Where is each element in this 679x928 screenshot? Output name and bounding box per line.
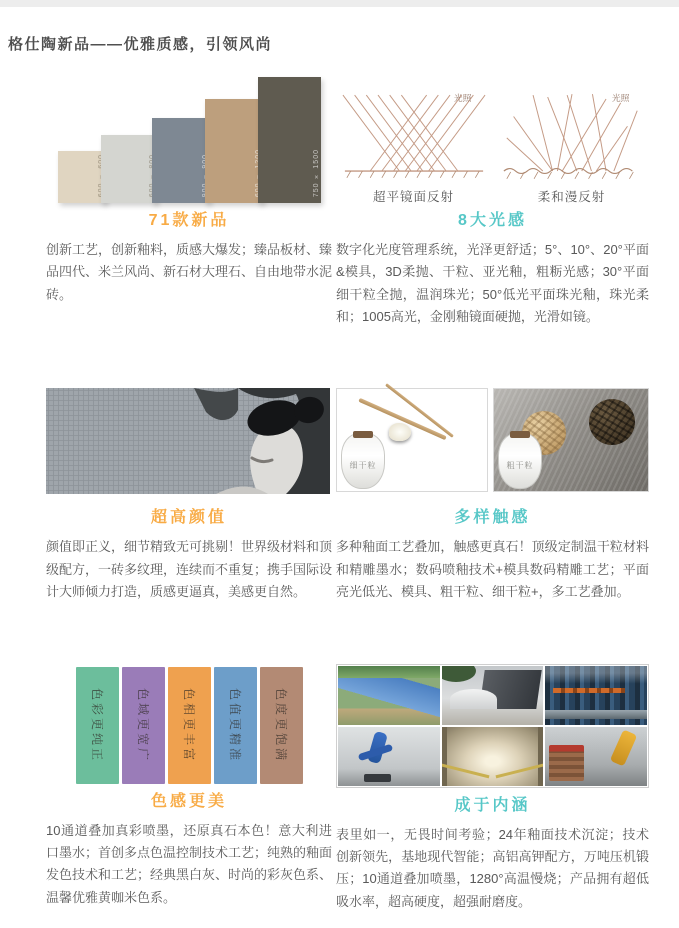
tile-size-label: 750 × 1500 xyxy=(312,148,320,197)
corridor-rail xyxy=(495,761,543,779)
racking-orange-row xyxy=(553,688,624,693)
texture-photos xyxy=(336,388,649,500)
factory-collage xyxy=(336,664,649,788)
section-heading: 71款新品 xyxy=(148,212,230,229)
jar-lid-icon xyxy=(510,431,530,438)
top-divider xyxy=(0,0,679,7)
section-body: 10通道叠加真彩喷墨，还原真石本色！意大利进口墨水；首创多点色温控制技术工艺；纯熟的釉面发色技术和工艺；经典黑白灰、时尚的彩灰色系、温馨优雅黄咖米色系。 xyxy=(46,822,333,905)
color-bar xyxy=(122,667,165,784)
color-bar xyxy=(260,667,303,784)
section-body: 表里如一，无畏时间考验；24年釉面技术沉淀；技术创新领先，基地现代智能；高铝高钾配方，万吨压机锻压；10通道叠加喷墨，1280°高温慢烧；产品拥有超低吸水率，超高硬度，超强耐磨度。 xyxy=(336,826,649,909)
brick-stack-shape xyxy=(549,745,584,780)
section-touch xyxy=(336,388,649,603)
mirror-reflection-icon xyxy=(341,89,487,181)
yellow-robot-photo xyxy=(545,727,647,786)
diffuse-reflection-icon xyxy=(499,89,645,181)
tile-sample xyxy=(205,99,263,203)
rattan-ball-dark xyxy=(589,399,635,445)
tile-sample xyxy=(258,77,321,203)
portrait-photo xyxy=(46,388,332,500)
tile-sample xyxy=(58,151,106,203)
page-title: 格仕陶新品——优雅质感，引领风尚 xyxy=(8,36,273,53)
woman-sunglasses-image xyxy=(46,388,330,494)
corridor-rail xyxy=(442,761,490,779)
section-appearance xyxy=(46,388,332,603)
kiln-corridor-photo xyxy=(442,727,544,786)
factory-building-photo xyxy=(442,666,544,725)
color-bar xyxy=(168,667,211,784)
color-bars-graphic xyxy=(46,664,332,784)
warehouse-racking-photo xyxy=(545,666,647,725)
diffuse-reflection-diagram xyxy=(499,89,645,203)
section-substance xyxy=(336,664,649,913)
dried-flower xyxy=(389,423,411,441)
tile-sample xyxy=(101,135,157,203)
section-heading: 8大光感 xyxy=(458,212,527,229)
fine-grain-jar xyxy=(341,433,385,489)
section-body: 多种釉面工艺叠加，触感更真石！顶级定制温干粒材料和精雕墨水；数码喷釉技术+模具数码精雕工艺；平面亮光低光、模具、粗干粒、细干粒+，多工艺叠加。 xyxy=(336,539,649,600)
section-heading: 多样触感 xyxy=(454,509,531,527)
section-body: 数字化光度管理系统，光泽更舒适；5°、10°、20°平面&模具，3D柔抛、干粒、亚光釉，粗粝光感；30°平面细干粒全抛，温润珠光；50°低光平面珠光釉，珠光柔和；1005高光，金刚釉镜面硬抛，光滑如镜。 xyxy=(336,242,649,325)
section-heading: 色感更美 xyxy=(150,792,227,810)
color-bar xyxy=(214,667,257,784)
color-bar-label: 色彩更纯正 xyxy=(89,687,104,763)
factory-aerial-photo xyxy=(338,666,440,725)
color-bar-label: 色相更丰富 xyxy=(181,687,196,763)
jar-label: 细干粒 xyxy=(349,460,377,470)
tile-stack-image xyxy=(46,85,332,203)
section-body: 创新工艺，创新釉料，质感大爆发；臻品板材、臻品四代、米兰风尚、新石材大理石、自由地带水泥砖。 xyxy=(46,242,333,302)
section-new-products xyxy=(46,85,332,328)
fine-grain-photo xyxy=(336,388,488,492)
diagram-caption: 超平镜面反射 xyxy=(372,190,454,204)
section-heading: 成于内涵 xyxy=(454,796,531,814)
robot-base-shape xyxy=(364,774,390,782)
section-heading: 超高颜值 xyxy=(150,509,227,527)
section-body: 颜值即正义，细节精致无可挑剔！世界级材料和顶级配方，一砖多纹理，连续而不重复；携手国际设计大师倾力打造，质感更逼真，美感更自然。 xyxy=(46,539,333,600)
section-color xyxy=(46,664,332,913)
canopy-shape xyxy=(450,689,497,709)
feature-grid xyxy=(0,54,679,928)
coarse-grain-jar xyxy=(498,433,542,489)
diagram-caption: 柔和漫反射 xyxy=(537,190,606,204)
reflection-diagrams xyxy=(336,85,649,203)
mirror-reflection-diagram xyxy=(341,89,487,203)
tile-sample xyxy=(152,118,210,203)
light-source-label: 光照 xyxy=(611,92,629,103)
color-bar-label: 色度更饱满 xyxy=(273,687,288,763)
tree-shape xyxy=(442,666,477,683)
color-bar-label: 色域更宽广 xyxy=(135,687,150,763)
coarse-grain-photo xyxy=(493,388,649,492)
jar-label: 粗干粒 xyxy=(506,460,534,470)
blue-robot-photo xyxy=(338,727,440,786)
color-bar-label: 色值更精准 xyxy=(227,687,242,763)
light-source-label: 光照 xyxy=(453,92,471,103)
color-bar xyxy=(76,667,119,784)
section-light-senses xyxy=(336,85,649,328)
robot-arm-shape xyxy=(609,730,637,767)
conveyor-belt xyxy=(545,710,647,718)
jar-lid-icon xyxy=(353,431,373,438)
